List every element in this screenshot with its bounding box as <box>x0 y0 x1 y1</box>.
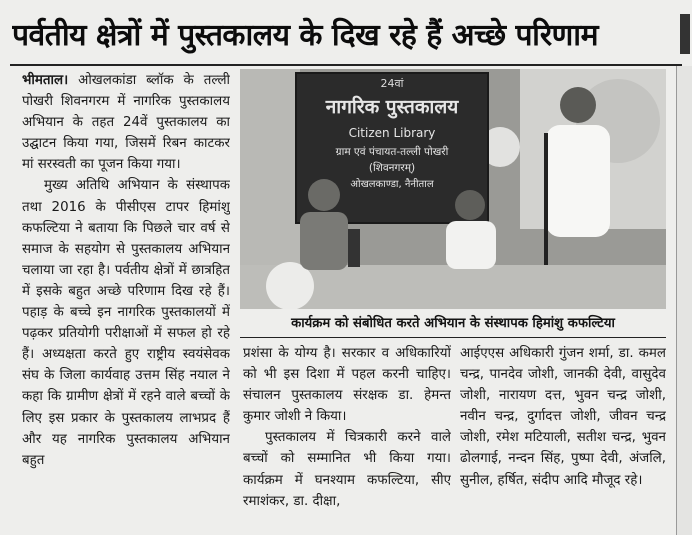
paragraph-3: प्रशंसा के योग्य है। सरकार व अधिकारियों को भी इस दिशा में पहल करनी चाहिए। संचालन पुस्तकालय संरक्षक डा. हेमन्त कुमार जोशी ने किया। <box>243 346 451 425</box>
article-photo <box>240 69 666 309</box>
paragraph-5: आईएएस अधिकारी गुंजन शर्मा, डा. कमल चन्द्र, पानदेव जोशी, जानकी देवी, वासुदेव जोशी, नारायण दत्त, भुवन चन्द्र जोशी, नवीन चन्द्र, दुर्गादत्त जोशी, जीवन चन्द्र जोशी, रमेश मटियाली, सतीश चन्द्र, भुवन ढोलगाई, नन्दन सिंह, पुष्पा देवी, अंजलि, सुनील, हर्षित, संदीप आदि मौजूद रहे। <box>460 346 666 488</box>
lead-paragraph <box>22 70 230 175</box>
banner-place: (शिवनगरम्) <box>368 162 416 174</box>
paragraph-1-text: ओखलकांडा ब्लॉक के तल्ली पोखरी शिवनगरम में नागरिक पुस्तकालय अभियान के तहत 24वें पुस्तकालय का उद्घाटन किया गया, जिसमें रिबन काटकर मां सरस्वती का पूजन किया गया। <box>22 73 230 173</box>
article-column-1 <box>22 70 230 530</box>
article-headline: पर्वतीय क्षेत्रों में पुस्तकालय के दिख रहे हैं अच्छे परिणाम <box>12 18 599 53</box>
adjacent-article-edge-column <box>676 66 692 535</box>
speaker-head <box>560 87 596 123</box>
guest-1-head <box>308 179 340 211</box>
guest-2-body <box>446 221 496 269</box>
paragraph-4: पुस्तकालय में चित्रकारी करने वाले बच्चों को सम्मानित भी किया गया। कार्यक्रम में घनश्याम कफल्टिया, सीए रमाशंकर, डा. दीक्षा, <box>243 430 451 509</box>
article-column-2 <box>243 343 451 533</box>
banner-village: ग्राम एवं पंचायत-तल्ली पोखरी <box>335 146 449 158</box>
guest-2-head <box>455 190 485 220</box>
dateline: भीमताल। <box>22 73 69 88</box>
banner-district: ओखलकाण्डा, नैनीताल <box>350 179 434 190</box>
banner-english: Citizen Library <box>348 126 436 140</box>
microphone-stand <box>544 133 548 265</box>
speaker-body <box>546 125 610 237</box>
article-column-3 <box>460 343 666 533</box>
guest-1-body <box>300 212 348 270</box>
paragraph-2: मुख्य अतिथि अभियान के संस्थापक तथा 2016 के पीसीएस टापर हिमांशु कफल्टिया ने बताया कि पिछले चार वर्ष से समाज के सहयोग से पुस्तकालय अभियान चलाया जा रहा है। पर्वतीय क्षेत्रों में छात्रहित में इसके बहुत अच्छे परिणाम दिख रहे हैं। पहाड़ के बच्चे इन नागरिक पुस्तकालयों में पढ़कर प्रतियोगी परीक्षाओं में सफल हो रहे हैं। अध्यक्षता करते हुए राष्ट्रीय स्वयंसेवक संघ के जिला कार्यवाह उत्तम सिंह नयाल ने कहा कि ग्रामीण क्षेत्रों में रहने वाले बच्चों के लिए इस प्रकार के पुस्तकालय लाभप्रद हैं और यह नागरिक पुस्तकालय अभियान बहुत <box>22 178 230 468</box>
photo-illustration <box>240 69 666 309</box>
adjacent-article-edge <box>680 14 690 54</box>
headline-rule <box>10 64 682 66</box>
banner-title: नागरिक पुस्तकालय <box>325 96 459 118</box>
banner-top-text: 24वां <box>380 77 404 90</box>
water-bottle <box>348 229 360 267</box>
photo-caption: कार्यक्रम को संबोधित करते अभियान के संस्थापक हिमांशु कफल्टिया <box>240 310 666 338</box>
